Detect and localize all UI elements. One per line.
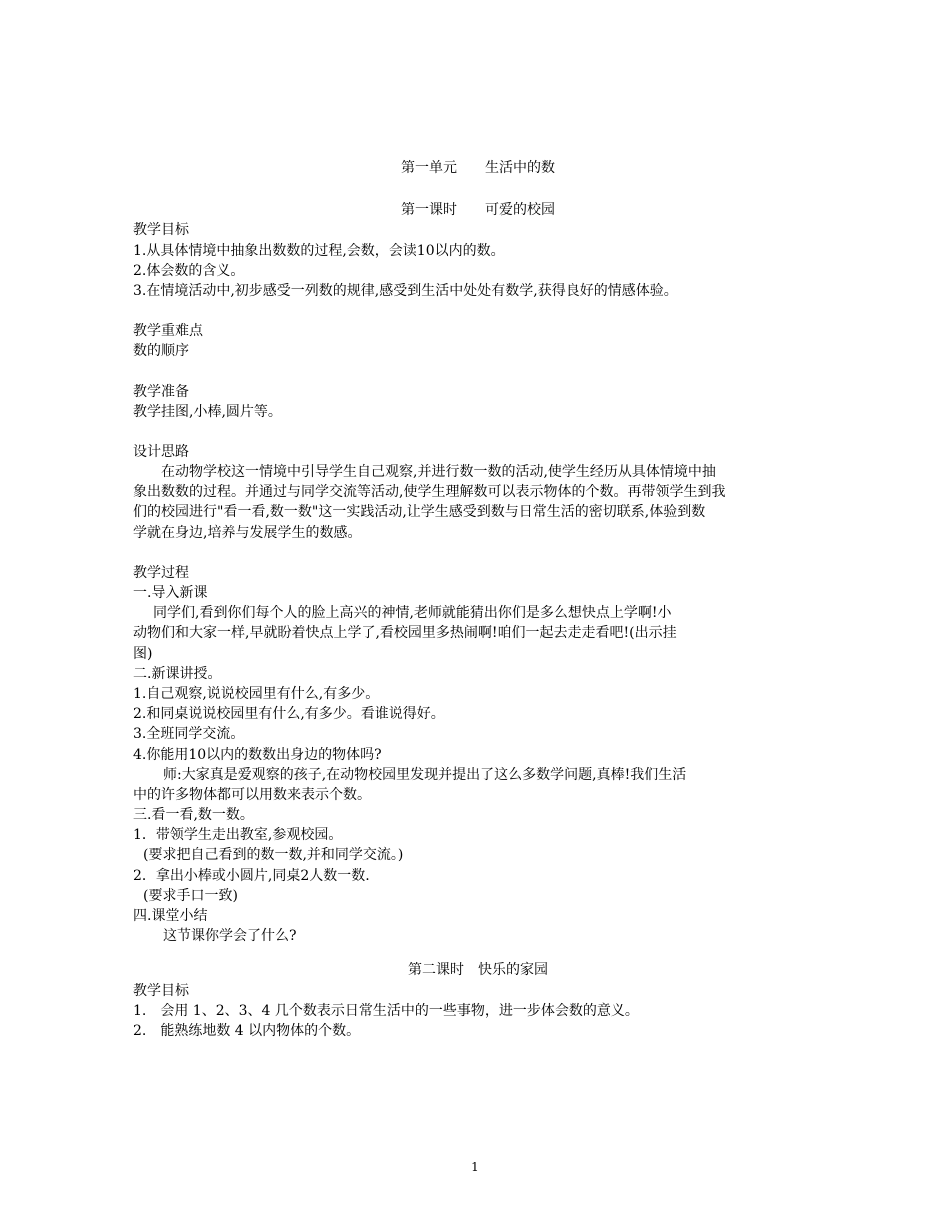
section-1-line-2: 动物们和大家一样,早就盼着快点上学了,看校园里多热闹啊!咱们一起去走走看吧!(出示挂 — [133, 625, 677, 642]
section-3-heading: 三.看一看,数一数。 — [133, 807, 254, 824]
section-4-heading: 四.课堂小结 — [133, 908, 208, 924]
lesson1-title: 第一课时 可爱的校园 — [401, 202, 555, 219]
teacher-remark-line-2: 中的许多物体都可以用数来表示个数。 — [133, 786, 371, 803]
section-2-item-2: 2.和同桌说说校园里有什么,有多少。看谁说得好。 — [133, 706, 445, 723]
spacer — [133, 301, 823, 321]
document-body — [133, 150, 823, 1041]
lesson1-goal-3: 3.在情境活动中,初步感受一列数的规律,感受到生活中处处有数学,获得良好的情感体验。 — [133, 282, 678, 299]
unit-title: 第一单元 生活中的数 — [401, 160, 555, 176]
spacer — [133, 422, 823, 442]
spacer — [133, 543, 823, 563]
section-1-line-1: 同学们,看到你们每个人的脸上高兴的神情,老师就能猜出你们是多么想快点上学啊!小 — [153, 605, 672, 622]
lesson1-goal-2: 2.体会数的含义。 — [133, 262, 245, 279]
section-1-line-3: 图) — [133, 645, 153, 662]
lesson1-goal-1: 1.从具体情境中抽象出数数的过程,会数，会读10以内的数。 — [133, 242, 505, 259]
lesson1-goals-heading: 教学目标 — [133, 222, 189, 239]
section-2-item-4: 4.你能用10以内的数数出身边的物体吗? — [133, 746, 382, 763]
key-points-heading: 教学重难点 — [133, 323, 203, 340]
lesson2-goals-heading: 教学目标 — [133, 982, 189, 999]
design-idea-line-4: 学就在身边,培养与发展学生的数感。 — [133, 524, 362, 541]
section-1-heading: 一.导入新课 — [133, 585, 208, 601]
spacer — [133, 362, 823, 382]
page-number: 1 — [471, 1160, 479, 1174]
design-idea-line-2: 象出数数的过程。并通过与同学交流等活动,使学生理解数可以表示物体的个数。再带领学生到我 — [133, 484, 726, 501]
section-3-item-1: 1．带领学生走出教室,参观校园。 — [133, 827, 343, 844]
section-4-text: 这节课你学会了什么? — [163, 928, 297, 945]
preparation-text: 教学挂图,小棒,圆片等。 — [133, 403, 282, 420]
process-heading: 教学过程 — [133, 564, 189, 581]
key-points-text: 数的顺序 — [133, 343, 189, 360]
design-idea-line-3: 们的校园进行"看一看,数一数"这一实践活动,让学生感受到数与日常生活的密切联系,体验到数 — [133, 504, 706, 521]
lesson2-title: 第二课时 快乐的家园 — [408, 962, 548, 979]
section-3-item-1-note: (要求把自己看到的数一数,并和同学交流。) — [143, 847, 404, 864]
section-2-item-1: 1.自己观察,说说校园里有什么,有多少。 — [133, 685, 380, 702]
lesson2-goal-1: 1. 会用 1、2、3、4 几个数表示日常生活中的一些事物，进一步体会数的意义。 — [133, 1002, 639, 1019]
lesson2-goal-2: 2. 能熟练地数 4 以内物体的个数。 — [133, 1022, 361, 1039]
design-idea-line-1: 在动物学校这一情境中引导学生自己观察,并进行数一数的活动,使学生经历从具体情境中抽 — [161, 464, 716, 481]
section-2-heading: 二.新课讲授。 — [133, 665, 222, 682]
design-idea-heading: 设计思路 — [133, 443, 189, 460]
preparation-heading: 教学准备 — [133, 383, 189, 400]
section-2-item-3: 3.全班同学交流。 — [133, 726, 245, 743]
section-3-item-2-note: (要求手口一致) — [143, 887, 238, 904]
teacher-remark-line-1: 师:大家真是爱观察的孩子,在动物校园里发现并提出了这么多数学问题,真棒!我们生活 — [163, 766, 687, 783]
section-3-item-2: 2．拿出小棒或小圆片,同桌2人数一数. — [133, 867, 370, 884]
